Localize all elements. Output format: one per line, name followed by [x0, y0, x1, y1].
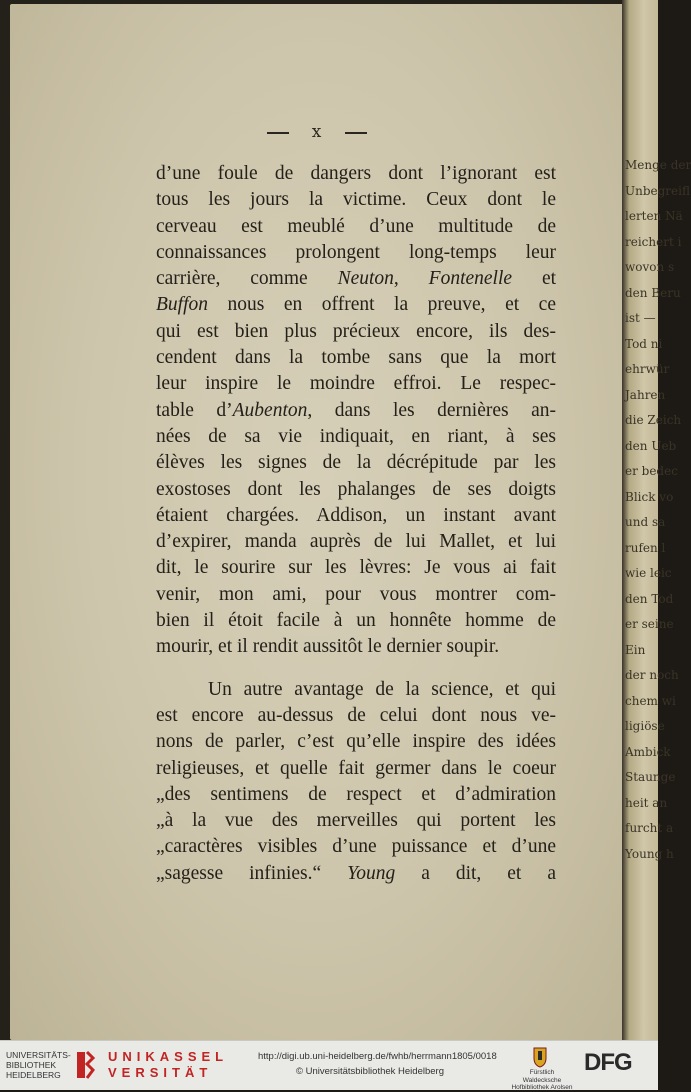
waldeck-crest-icon: [532, 1046, 548, 1068]
text-line: [156, 861, 556, 887]
text-line: tous les jours la victime. Ceux dont le: [156, 189, 556, 211]
text-span: „sagesse infinies.“: [156, 862, 348, 884]
text-line: nons de parler, c’est qu’elle inspire des idées: [156, 731, 556, 753]
copyright-notice: © Universitätsbibliothek Heidelberg: [296, 1066, 444, 1077]
text-span: carrière, comme: [156, 268, 338, 290]
heidelberg-library-logo[interactable]: [6, 1050, 71, 1080]
waldeck-library-logo[interactable]: [510, 1069, 574, 1092]
text-line: mourir, et il rendit aussitôt le dernier soupir.: [156, 636, 500, 658]
heidelberg-logo-line: HEIDELBERG: [6, 1070, 61, 1080]
text-line: [156, 266, 556, 292]
adjacent-page-fragment: den Beru: [625, 285, 681, 300]
italic-name: Aubenton: [232, 399, 308, 421]
adjacent-page-fragment: die Zeich: [625, 413, 682, 427]
kassel-university-logo[interactable]: [108, 1049, 228, 1081]
footer-bar: [0, 1040, 658, 1090]
adjacent-page-fragment: den Tod: [625, 591, 674, 606]
adjacent-page-fragment: wie leic: [625, 566, 672, 580]
text-line: „des sentimens de respect et d’admiration: [156, 783, 556, 805]
text-line: venir, mon ami, pour vous montrer com-: [156, 583, 556, 605]
paragraph-break: [156, 661, 556, 677]
text-line: [156, 292, 556, 318]
text-line: [156, 398, 556, 424]
text-line: connaissances prolongent long-temps leur: [156, 241, 556, 263]
text-line: leur inspire le moindre effroi. Le respec-: [156, 373, 556, 395]
page-number: x: [311, 122, 323, 142]
book-page: [10, 4, 624, 1040]
running-head-dash-left: [267, 132, 289, 134]
text-line: qui est bien plus précieux encore, ils des-: [156, 320, 556, 342]
adjacent-page-fragment: Jahren: [625, 387, 666, 402]
text-line: cerveau est meublé d’une multitude de: [156, 215, 556, 237]
text-line: élèves les signes de la décrépitude par les: [156, 452, 556, 474]
adjacent-page-fragment: heit an: [625, 795, 668, 810]
dfg-logo[interactable]: DFG: [584, 1049, 632, 1076]
running-head: [10, 122, 624, 142]
italic-name: Young: [347, 862, 396, 884]
adjacent-page-fragment: Tod ni: [625, 336, 663, 351]
adjacent-page-fragment: er seine: [625, 617, 674, 631]
adjacent-page-fragment: ligiöse: [625, 719, 665, 733]
kassel-logo-line: UNIKASSEL: [108, 1049, 229, 1064]
text-span: nous en offrent la preuve, et ce: [208, 294, 556, 316]
text-line: étaient chargées. Addison, un instant avant: [156, 504, 556, 526]
adjacent-page-fragment: er bedec: [625, 464, 678, 478]
text-line: est encore au-dessus de celui dont nous ve-: [156, 704, 556, 726]
adjacent-page-fragment: furcht a: [625, 821, 674, 835]
kassel-emblem-icon: [74, 1050, 96, 1080]
adjacent-page-fragment: rufen l: [625, 540, 666, 555]
adjacent-page-fragment: den Ueb: [625, 438, 677, 453]
adjacent-page-fragment: Ambick: [625, 744, 671, 759]
adjacent-page-fragment: reichert i: [625, 234, 682, 249]
kassel-logo-line: VERSITÄT: [108, 1065, 213, 1080]
text-line: religieuses, et quelle fait germer dans le coeur: [156, 757, 556, 779]
adjacent-page-fragment: Young h: [625, 846, 674, 861]
adjacent-page-fragment: ehrwür: [625, 362, 670, 376]
heidelberg-logo-line: UNIVERSITÄTS-: [6, 1050, 71, 1060]
adjacent-page-fragment: ist —: [625, 311, 656, 325]
text-span: , dans les dernières an-: [307, 399, 556, 421]
text-line: dit, le sourire sur les lèvres: Je vous ai fait: [156, 557, 556, 579]
italic-name: Buffon: [156, 294, 208, 316]
italic-name: Neuton: [337, 268, 394, 290]
text-line: exostoses dont les phalanges de ses doigts: [156, 478, 556, 500]
adjacent-page-fragment: Unbegreifl: [625, 183, 690, 198]
adjacent-page-fragment: und sa: [625, 515, 666, 529]
adjacent-page-fragment: chem wi: [625, 693, 676, 708]
text-span: ,: [393, 268, 429, 290]
adjacent-page-fragment: Menge der: [625, 158, 691, 172]
waldeck-logo-line: Fürstlich Waldecksche: [522, 1069, 562, 1084]
text-line: Un autre avantage de la science, et qui: [208, 678, 556, 700]
text-line: cendent dans la tombe sans que la mort: [156, 347, 556, 369]
text-line: „à la vue des merveilles qui portent les: [156, 810, 556, 832]
waldeck-logo-line: Hofbibliothek Arolsen: [511, 1084, 573, 1091]
adjacent-page-edge: [622, 0, 691, 1040]
italic-name: Fontenelle: [428, 268, 513, 290]
adjacent-page-fragment: lerten Nä: [625, 209, 683, 223]
text-line: nées de sa vie indiquait, en riant, à ses: [156, 425, 556, 447]
permalink-url[interactable]: http://digi.ub.uni-heidelberg.de/fwhb/herrmann1805/0018: [258, 1051, 497, 1062]
text-span: table d’: [156, 399, 233, 421]
text-line: d’une foule de dangers dont l’ignorant est: [156, 163, 556, 184]
running-head-dash-right: [345, 132, 367, 134]
heidelberg-logo-line: BIBLIOTHEK: [6, 1060, 57, 1070]
text-line: „caractères visibles d’une puissance et d’une: [156, 836, 556, 858]
body-text: [156, 161, 556, 887]
text-span: a dit, et a: [395, 862, 556, 884]
adjacent-page-fragment: Staunge: [625, 770, 676, 784]
text-span: et: [512, 268, 557, 290]
adjacent-page-fragment: wovon s: [625, 260, 675, 274]
adjacent-page-fragment: Ein: [625, 642, 646, 657]
adjacent-page-fragment: Blick vo: [625, 489, 674, 504]
text-line: d’expirer, manda auprès de lui Mallet, et lui: [156, 531, 556, 553]
text-line: bien il étoit facile à un honnête homme de: [156, 610, 556, 632]
adjacent-page-fragment: der noch: [625, 668, 679, 682]
